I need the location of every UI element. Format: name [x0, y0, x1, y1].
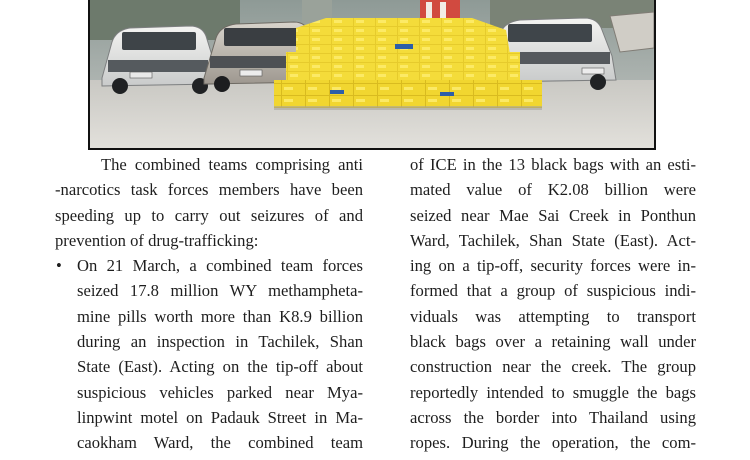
paragraph-line: speeding up to carry out seizures of and — [55, 205, 363, 225]
body-line: across the border into Thailand using — [410, 407, 696, 427]
body-line: ropes. During the operation, the com- — [410, 433, 696, 453]
bullet-line: seized 17.8 million WY methampheta- — [77, 281, 363, 301]
bullet-line: linpwint motel on Padauk Street in Ma- — [77, 407, 363, 427]
body-line: mated value of K2.08 billion were — [410, 180, 696, 200]
bullet-line: On 21 March, a combined team forces — [77, 256, 363, 276]
body-line: reportedly intended to smuggle the bags — [410, 382, 696, 402]
intro-paragraph — [55, 152, 363, 253]
body-line: ing on a tip-off, security forces were in- — [410, 256, 696, 276]
body-line: black bags over a retaining wall under — [410, 332, 696, 352]
body-line: viduals was attempting to transport — [410, 306, 696, 326]
body-line: formed that a group of suspicious indi- — [410, 281, 696, 301]
bullet-line: suspicious vehicles parked near Mya- — [77, 382, 363, 402]
paragraph-line: The combined teams comprising anti — [101, 155, 363, 174]
bullet-line: caokham Ward, the combined team — [77, 433, 363, 453]
paragraph-line: prevention of drug-trafficking: — [55, 230, 259, 250]
article-left-column — [55, 152, 363, 456]
paragraph-line: -narcotics task forces members have been — [55, 180, 363, 200]
body-line: seized near Mae Sai Creek in Ponthun — [410, 205, 696, 225]
bullet-line: mine pills worth more than K8.9 billion — [77, 306, 363, 326]
body-line: Ward, Tachilek, Shan State (East). Act- — [410, 230, 696, 250]
seized-drugs-photo-icon — [90, 0, 654, 150]
bullet-icon: • — [56, 256, 62, 276]
article-right-column — [410, 152, 696, 456]
bullet-line: State (East). Acting on the tip-off about — [77, 357, 363, 377]
seized-drugs-photo — [88, 0, 656, 150]
body-line: construction near the creek. The group — [410, 357, 696, 377]
body-line: of ICE in the 13 black bags with an esti- — [410, 155, 696, 174]
bullet-item — [55, 253, 363, 455]
bullet-line: during an inspection in Tachilek, Shan — [77, 332, 363, 352]
